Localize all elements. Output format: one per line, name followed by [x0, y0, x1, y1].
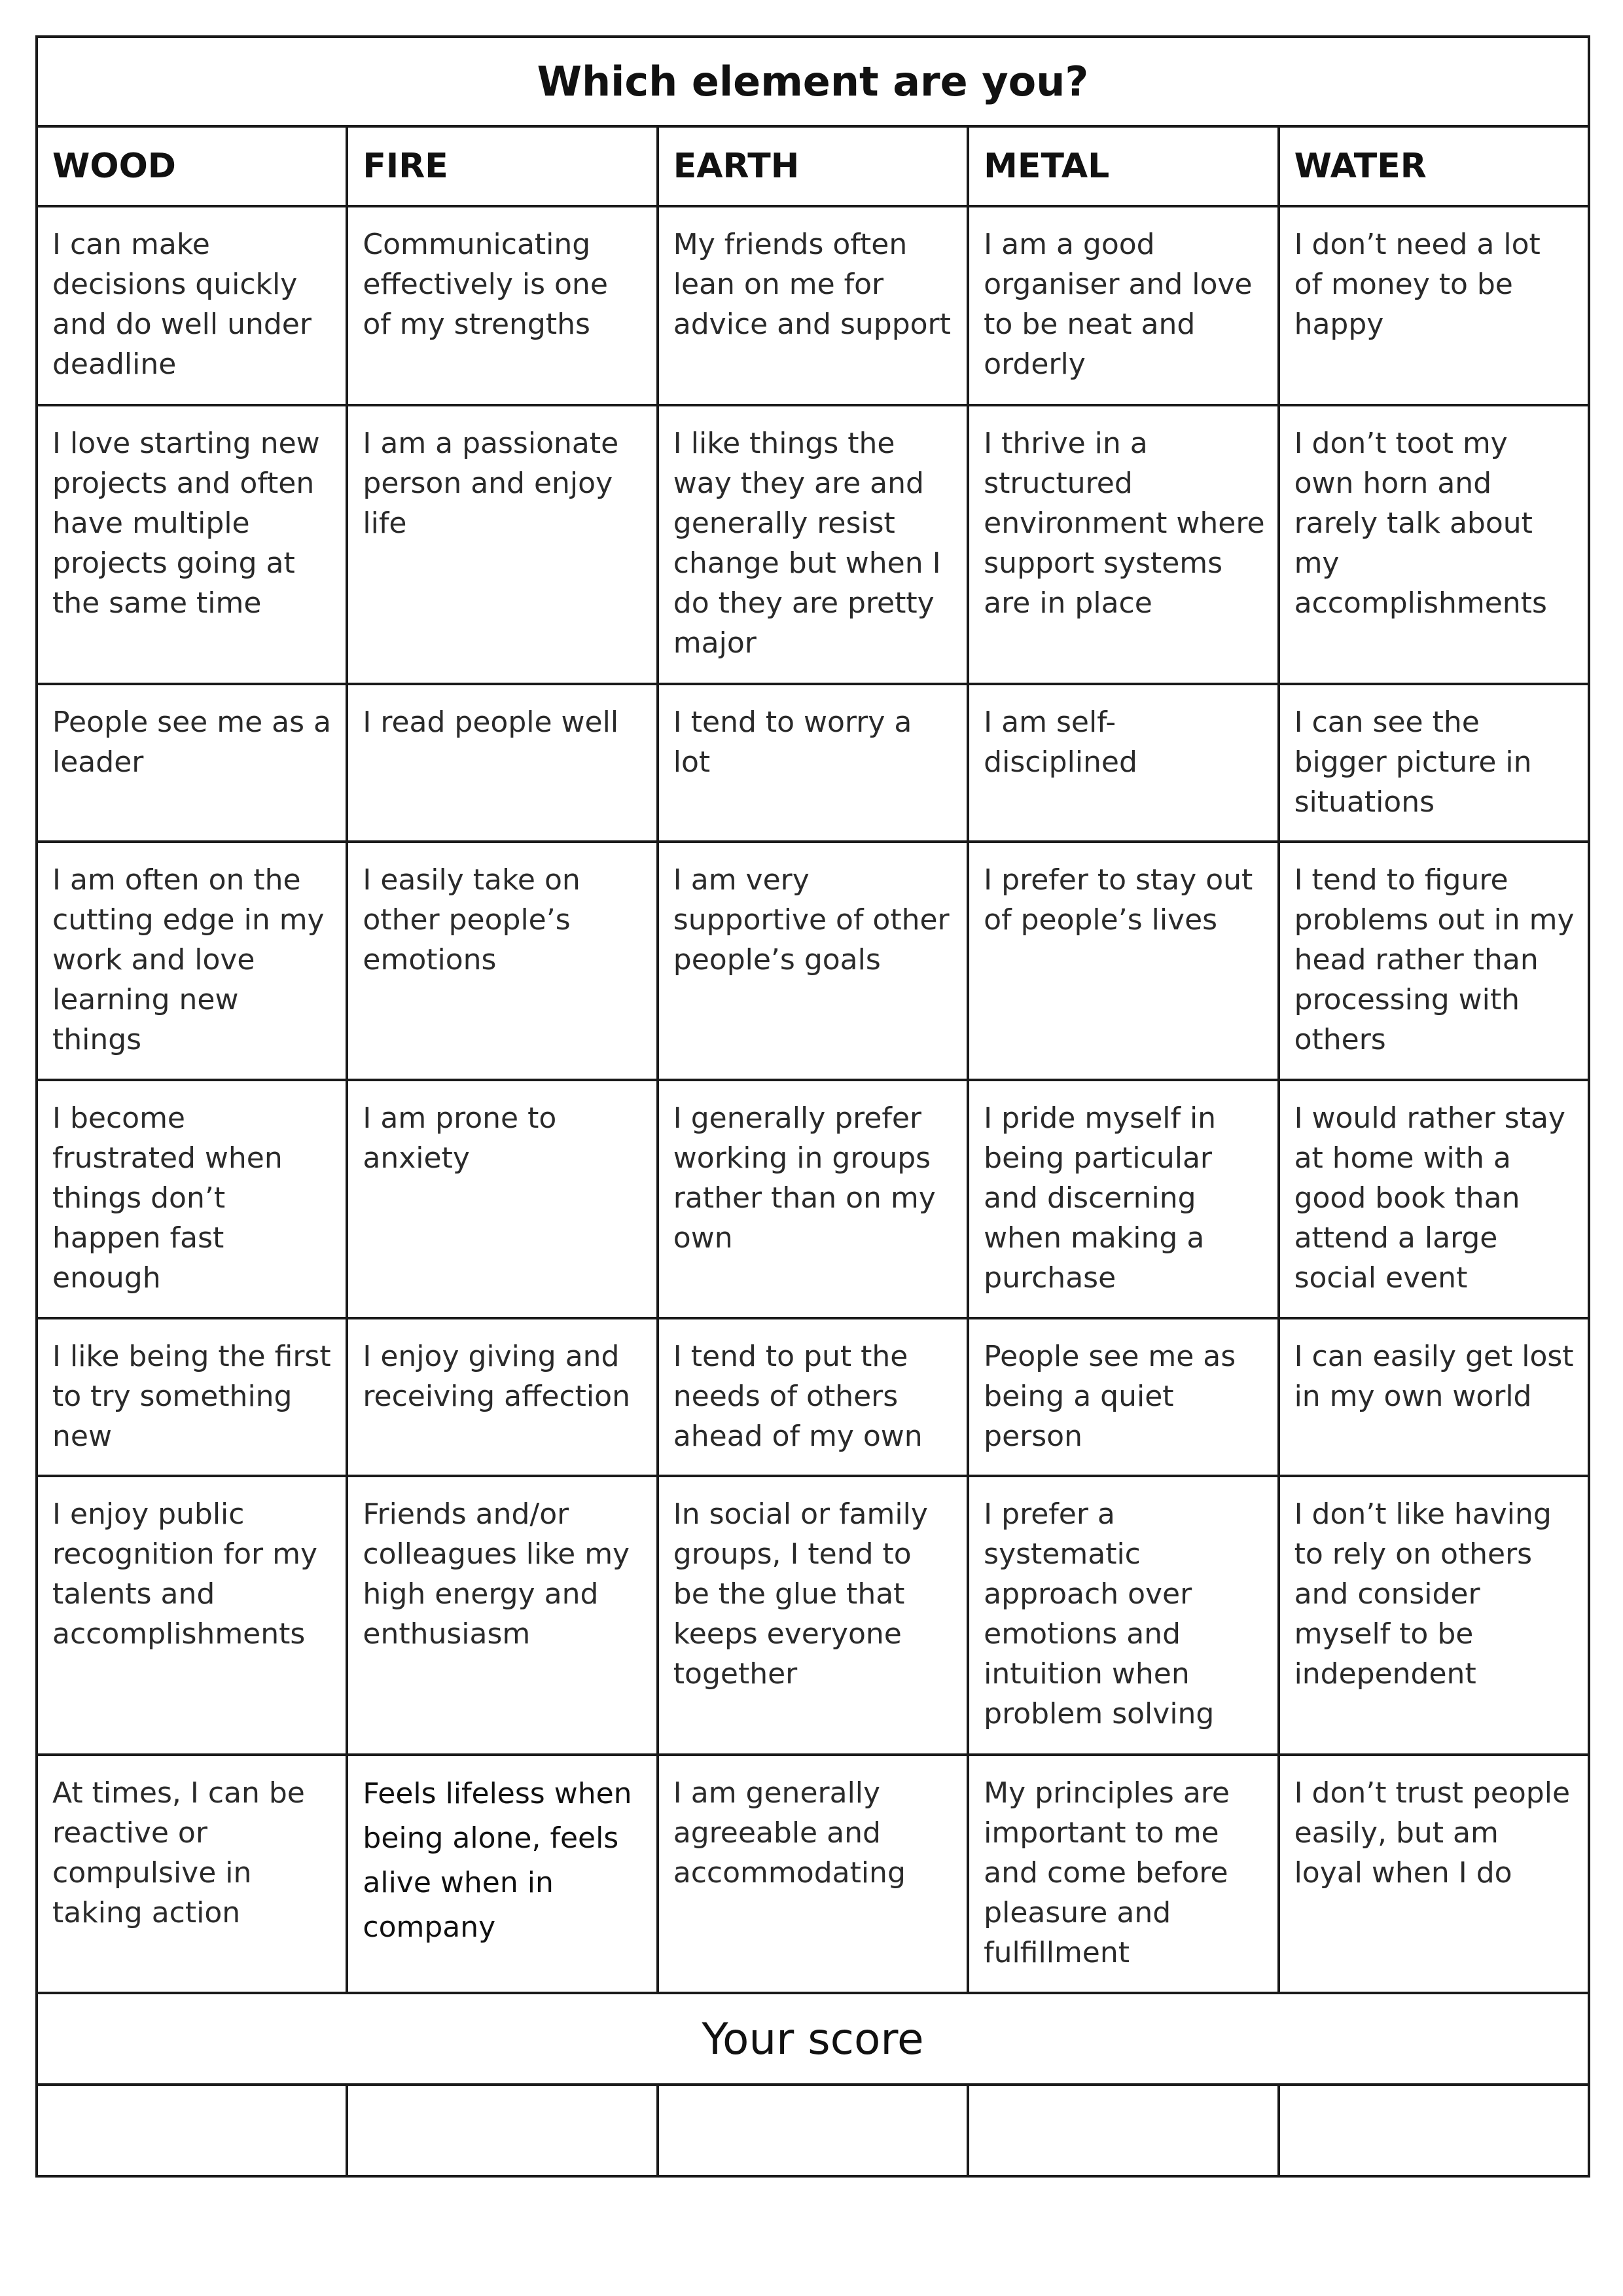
- score-label-row: [37, 1993, 1589, 2085]
- statement-cell-fire: I enjoy giving and receiving affection: [347, 1318, 657, 1476]
- statement-cell-fire: Feels lifeless when being alone, feels alive when in company: [347, 1755, 657, 1993]
- statement-cell-earth: I am very supportive of other people’s goals: [658, 842, 968, 1080]
- statement-cell-metal: I prefer to stay out of people’s lives: [968, 842, 1278, 1080]
- statement-row: [37, 1318, 1589, 1476]
- header-row: [37, 126, 1589, 206]
- statement-cell-water: I don’t toot my own horn and rarely talk about my accomplishments: [1279, 405, 1589, 684]
- statement-cell-wood: I can make decisions quickly and do well under deadline: [37, 206, 347, 405]
- statement-cell-earth: I tend to worry a lot: [658, 684, 968, 842]
- statement-cell-earth: In social or family groups, I tend to be the glue that keeps everyone together: [658, 1476, 968, 1755]
- statement-cell-wood: I enjoy public recognition for my talents and accomplishments: [37, 1476, 347, 1755]
- statement-cell-wood: I love starting new projects and often have multiple projects going at the same time: [37, 405, 347, 684]
- statement-cell-wood: At times, I can be reactive or compulsive in taking action: [37, 1755, 347, 1993]
- statement-cell-water: I don’t need a lot of money to be happy: [1279, 206, 1589, 405]
- title-row: [37, 37, 1589, 126]
- score-box-wood[interactable]: [37, 2085, 347, 2176]
- statement-cell-fire: Communicating effectively is one of my strengths: [347, 206, 657, 405]
- statement-row: [37, 1755, 1589, 1993]
- statement-cell-metal: I prefer a systematic approach over emotions and intuition when problem solving: [968, 1476, 1278, 1755]
- statement-cell-water: I don’t like having to rely on others and consider myself to be independent: [1279, 1476, 1589, 1755]
- element-quiz-table: [35, 35, 1590, 2178]
- statement-cell-fire: I easily take on other people’s emotions: [347, 842, 657, 1080]
- statement-cell-water: I tend to figure problems out in my head rather than processing with others: [1279, 842, 1589, 1080]
- quiz-title: Which element are you?: [37, 37, 1589, 126]
- column-header-earth: EARTH: [658, 126, 968, 206]
- statement-row: [37, 684, 1589, 842]
- statement-cell-metal: I thrive in a structured environment where support systems are in place: [968, 405, 1278, 684]
- statement-cell-fire: I am prone to anxiety: [347, 1080, 657, 1318]
- statement-cell-earth: I tend to put the needs of others ahead of my own: [658, 1318, 968, 1476]
- score-row: [37, 2085, 1589, 2176]
- statement-cell-fire: I am a passionate person and enjoy life: [347, 405, 657, 684]
- statement-cell-earth: My friends often lean on me for advice and support: [658, 206, 968, 405]
- statement-row: [37, 1080, 1589, 1318]
- statement-cell-metal: I am a good organiser and love to be neat and orderly: [968, 206, 1278, 405]
- statement-cell-earth: I generally prefer working in groups rather than on my own: [658, 1080, 968, 1318]
- statement-cell-metal: People see me as being a quiet person: [968, 1318, 1278, 1476]
- statement-row: [37, 405, 1589, 684]
- statement-cell-water: I would rather stay at home with a good book than attend a large social event: [1279, 1080, 1589, 1318]
- score-label: Your score: [37, 1993, 1589, 2085]
- statement-cell-fire: Friends and/or colleagues like my high energy and enthusiasm: [347, 1476, 657, 1755]
- statement-cell-water: I can see the bigger picture in situations: [1279, 684, 1589, 842]
- statement-cell-wood: I am often on the cutting edge in my work and love learning new things: [37, 842, 347, 1080]
- statement-row: [37, 206, 1589, 405]
- score-box-water[interactable]: [1279, 2085, 1589, 2176]
- column-header-fire: FIRE: [347, 126, 657, 206]
- score-box-metal[interactable]: [968, 2085, 1278, 2176]
- statement-cell-water: I can easily get lost in my own world: [1279, 1318, 1589, 1476]
- statement-cell-earth: I like things the way they are and generally resist change but when I do they are pretty major: [658, 405, 968, 684]
- statement-row: [37, 842, 1589, 1080]
- column-header-water: WATER: [1279, 126, 1589, 206]
- statement-cell-water: I don’t trust people easily, but am loyal when I do: [1279, 1755, 1589, 1993]
- statement-cell-metal: My principles are important to me and come before pleasure and fulfillment: [968, 1755, 1278, 1993]
- score-box-fire[interactable]: [347, 2085, 657, 2176]
- statement-cell-metal: I pride myself in being particular and discerning when making a purchase: [968, 1080, 1278, 1318]
- column-header-metal: METAL: [968, 126, 1278, 206]
- statement-cell-wood: I become frustrated when things don’t happen fast enough: [37, 1080, 347, 1318]
- score-box-earth[interactable]: [658, 2085, 968, 2176]
- statement-cell-metal: I am self-disciplined: [968, 684, 1278, 842]
- statement-cell-wood: I like being the first to try something new: [37, 1318, 347, 1476]
- column-header-wood: WOOD: [37, 126, 347, 206]
- statement-cell-earth: I am generally agreeable and accommodating: [658, 1755, 968, 1993]
- statement-cell-wood: People see me as a leader: [37, 684, 347, 842]
- statement-cell-fire: I read people well: [347, 684, 657, 842]
- statement-row: [37, 1476, 1589, 1755]
